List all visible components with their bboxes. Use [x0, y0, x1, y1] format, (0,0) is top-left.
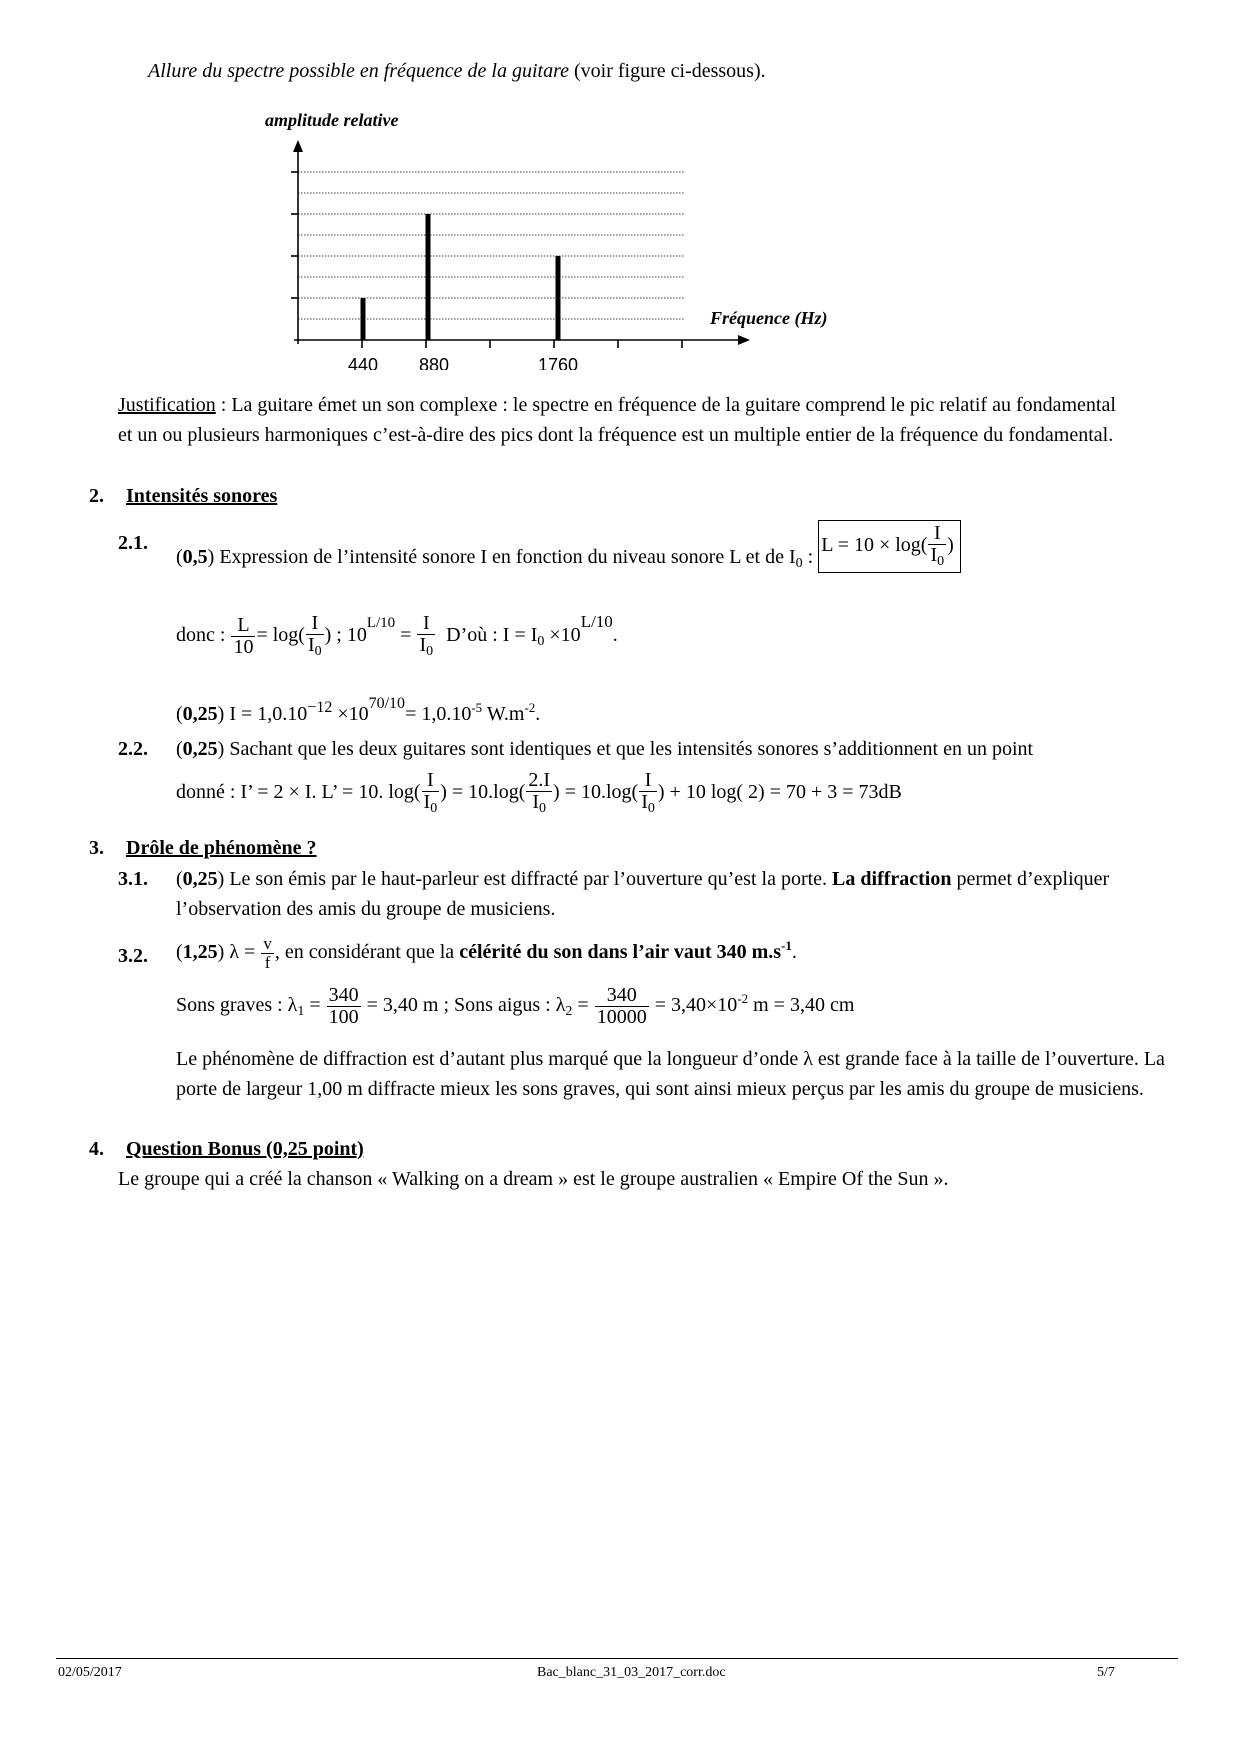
intro-line [148, 60, 766, 83]
q22-number: 2.2. [118, 738, 148, 760]
q21-calculation: (0,25) $I = 1,0.10^{-12} \times 10^{70/10}= 1,0.10^{-5}$ $W.m^{-2}$. [176, 695, 541, 725]
q21-derivation: donc : $\frac{L}{10}$ = log( $\frac{I}{I_0}$ ) ; $10^{L/10}$ = $\frac{I}{I_0}$ D’où : $I = I_0 \times 10^{L/10}$. [176, 612, 618, 660]
bar-880 [426, 214, 431, 340]
section-2-number: 2. [89, 485, 104, 507]
x-axis-arrow [738, 335, 750, 345]
intro-rest: (voir figure ci-dessous). [569, 60, 766, 82]
q31-text: (0,25) Le son émis par le haut-parleur est diffracté par l’ouverture qu’est la porte. La diffraction permet d’expliquer l’observation des amis du groupe de musiciens. [176, 868, 1110, 920]
footer-file: Bac_blanc_31_03_2017_corr.doc [537, 1665, 726, 1680]
q31-number: 3.1. [118, 868, 148, 890]
footer-rule [56, 1658, 1178, 1659]
bar-1760 [556, 256, 561, 340]
section-4-text: Le groupe qui a créé la chanson « Walking on a dream » est le groupe australien « Empire Of the Sun ». [118, 1168, 949, 1190]
section-2-title: Intensités sonores [126, 485, 278, 507]
y-axis-arrow [293, 140, 303, 152]
section-4-title: Question Bonus (0,25 point) [126, 1138, 364, 1160]
section-3-number: 3. [89, 837, 104, 859]
q22-points: 0,25 [182, 738, 218, 760]
q21-points: 0,5 [182, 545, 208, 568]
q32-number: 3.2. [118, 945, 148, 967]
tick-label-440: 440 [347, 355, 379, 370]
justification-text: : La guitare émet un son complexe : le spectre en fréquence de la guitare comprend le pic relatif au fondamental et un ou plusieurs harmoniques c’est-à-dire des pics dont la fréquence est un multiple entier de la fréquence du fondamental. [118, 394, 1116, 446]
q32-paragraph: Le phénomène de diffraction est d’autant plus marqué que la longueur d’onde λ est grande face à la taille de l’ouverture. La porte de largeur 1,00 m diffracte mieux les sons graves, qui sont ainsi mieux perçus par les amis du groupe de musiciens. [176, 1048, 1165, 1100]
footer-date: 02/05/2017 [58, 1665, 122, 1680]
intro-italic: Allure du spectre possible en fréquence de la guitare [148, 60, 570, 82]
section-4-number: 4. [89, 1138, 104, 1160]
footer-page: 5/7 [1097, 1665, 1115, 1680]
section-3-title: Drôle de phénomène ? [126, 837, 317, 859]
tick-label-880: 880 [418, 355, 450, 370]
justification-label: Justification [118, 394, 216, 416]
q21-line: (0,5) Expression de l’intensité sonore I en fonction du niveau sonore L et de $I_0$ : L = 10 × log( $\frac{I}{I_0}$ ) [176, 520, 961, 573]
q21-number: 2.1. [118, 532, 148, 554]
chart-ylabel: amplitude relative [265, 110, 399, 130]
q21-formula-box: L = 10 × log( $\frac{I}{I_0}$ ) [818, 520, 961, 573]
q21-text: ) Expression de l’intensité sonore I en fonction du niveau sonore L et de I [207, 545, 796, 568]
chart-xlabel: Fréquence (Hz) [710, 308, 828, 328]
q32-line1: (1,25) λ = $\frac{v}{f}$ , en considérant que la célérité du son dans l’air vaut 340 $m.s^{-1}$. [176, 934, 797, 972]
q22-line2: donné : I’ = 2 × I. L’ = 10. log( $\frac{I}{I_0}$ ) = 10.log( $\frac{2.I}{I_0}$ ) = 10.log( $\frac{I}{I_0}$ ) + 10 log( 2) = 70 + 3 = 73dB [176, 769, 902, 816]
q32-line2: Sons graves : $\lambda_1$ = $\frac{340}{100}$ = 3,40 m ; Sons aigus : $\lambda_2$ = $\frac{340}{10000}$ = $3,40\times 10^{-2}$ m = 3,40 cm [176, 984, 855, 1028]
tick-label-1760: 1760 [537, 355, 579, 370]
justification [118, 390, 1128, 450]
q22-line1: (0,25) Sachant que les deux guitares sont identiques et que les intensités sonores s’additionnent en un point [176, 738, 1034, 760]
spectrum-chart [280, 140, 760, 370]
bar-440 [361, 298, 366, 340]
